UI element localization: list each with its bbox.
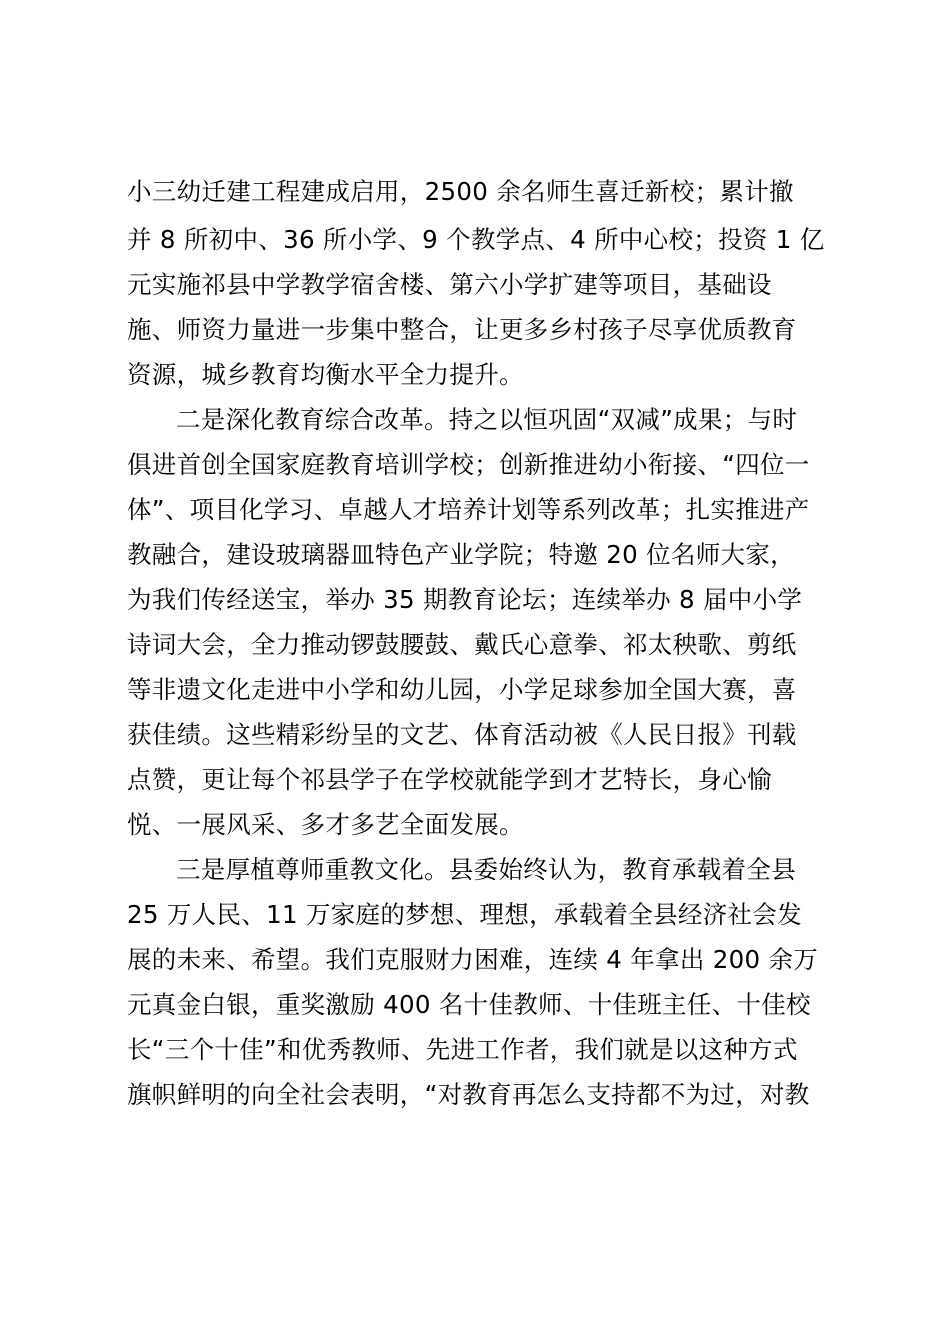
text-line: 等非遗文化走进中小学和幼儿园，小学足球参加全国大赛，喜 <box>127 675 797 704</box>
text-line: 元真金白银，重奖激励 400 名十佳教师、十佳班主任、十佳校 <box>127 990 811 1019</box>
paragraph-start-line: 三是厚植尊师重教文化。县委始终认为，教育承载着全县 <box>176 855 796 884</box>
text-line: 展的未来、希望。我们克服财力困难，连续 4 年拿出 200 余万 <box>127 945 819 974</box>
text-line: 诗词大会，全力推动锣鼓腰鼓、戴氏心意拳、祁太秧歌、剪纸 <box>127 630 797 659</box>
text-line: 教融合，建设玻璃器皿特色产业学院；特邀 20 位名师大家， <box>127 540 795 569</box>
text-line: 25 万人民、11 万家庭的梦想、理想，承载着全县经济社会发 <box>127 900 802 929</box>
text-line: 点赞，更让每个祁县学子在学校就能学到才艺特长，身心愉 <box>127 765 772 794</box>
text-line: 施、师资力量进一步集中整合，让更多乡村孩子尽享优质教育 <box>127 315 797 344</box>
text-line: 旗帜鲜明的向全社会表明，“对教育再怎么支持都不为过，对教 <box>127 1080 810 1109</box>
text-line: 获佳绩。这些精彩纷呈的文艺、体育活动被《人民日报》刊载 <box>127 720 797 749</box>
text-line: 悦、一展风采、多才多艺全面发展。 <box>127 810 524 839</box>
text-line: 并 8 所初中、36 所小学、9 个教学点、4 所中心校；投资 1 亿 <box>127 225 825 254</box>
text-line: 小三幼迁建工程建成启用，2500 余名师生喜迁新校；累计撤 <box>127 177 794 206</box>
text-line: 为我们传经送宝，举办 35 期教育论坛；连续举办 8 届中小学 <box>127 585 803 614</box>
text-line: 长“三个十佳”和优秀教师、先进工作者，我们就是以这种方式 <box>127 1035 798 1064</box>
paragraph-start-line: 二是深化教育综合改革。持之以恒巩固“双减”成果；与时 <box>176 405 798 434</box>
text-line: 俱进首创全国家庭教育培训学校；创新推进幼小衔接、“四位一 <box>127 450 810 479</box>
text-line: 体”、项目化学习、卓越人才培养计划等系列改革；扎实推进产 <box>127 495 810 524</box>
text-line: 元实施祁县中学教学宿舍楼、第六小学扩建等项目，基础设 <box>127 270 772 299</box>
text-line: 资源，城乡教育均衡水平全力提升。 <box>127 360 524 389</box>
